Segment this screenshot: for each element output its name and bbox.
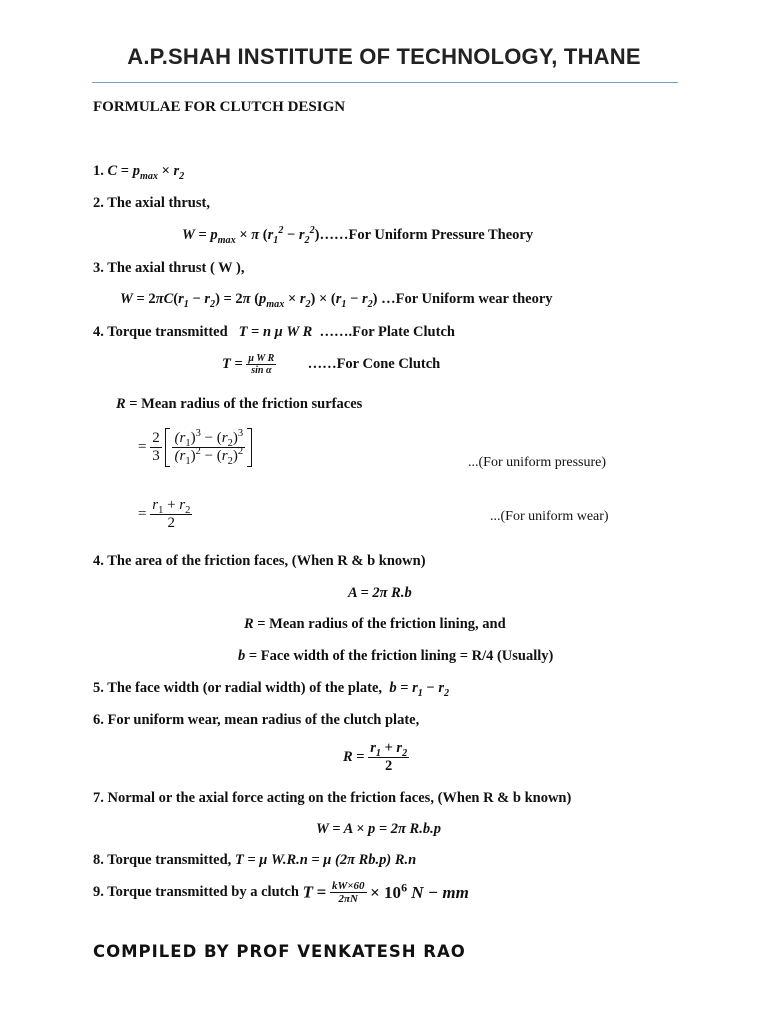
mean-radius-def: R = Mean radius of the friction surfaces	[116, 396, 363, 412]
formula-4: 4. Torque transmitted T = n μ W R …….For Plate Clutch	[93, 324, 455, 340]
r-definition-text: = Mean radius of the friction lining, and	[257, 616, 506, 632]
mean-radius-wear-formula: = $\frac{r_1 + r_2}{2}$	[138, 497, 191, 531]
formula-4-cone-note: ……For Cone Clutch	[307, 356, 441, 372]
uniform-pressure-note: ...(For uniform pressure)	[468, 455, 607, 470]
formula-2-label: 2. The axial thrust,	[93, 195, 210, 211]
document-title: FORMULAE FOR CLUTCH DESIGN	[93, 99, 346, 115]
formula-8-label: 8. Torque transmitted,	[93, 852, 232, 868]
formula-7-label: 7. Normal or the axial force acting on the friction faces, (When R & b known)	[93, 790, 572, 806]
institute-header: A.P.SHAH INSTITUTE OF TECHNOLOGY, THANE	[127, 44, 641, 69]
footer-credit: COMPILED BY PROF VENKATESH RAO	[93, 942, 466, 961]
r-definition: R = Mean radius of the friction lining, and	[244, 616, 506, 632]
header-divider	[92, 82, 678, 83]
formula-8-expression: T = μ W.R.n = μ (2π Rb.p) R.n	[234, 852, 417, 868]
formula-2-note: ……For Uniform Pressure Theory	[319, 227, 534, 243]
formula-3-note: …For Uniform wear theory	[381, 291, 553, 307]
mean-radius-pressure-formula: = $\frac{2}{3}$ $\frac{(r_1)^3 - (r_2)^3}{(r_1)^2 - (r_2)^2}$	[138, 428, 252, 467]
formula-3-label: 3. The axial thrust ( W ),	[93, 260, 245, 276]
formula-5: 5. The face width (or radial width) of the plate, $b = r_1 - r_2$	[93, 680, 450, 699]
area-formula: A = 2π R.b	[348, 585, 412, 601]
formula-6-label: 6. For uniform wear, mean radius of the clutch plate,	[93, 712, 420, 728]
formula-4-label: 4. Torque transmitted	[93, 324, 228, 340]
formula-4-cone: T = $\frac{\text{μ W R}}{\text{sin α}}$ ……For Cone Clutch	[222, 353, 441, 376]
uniform-wear-note: ...(For uniform wear)	[490, 509, 609, 524]
formula-5-label: 5. The face width (or radial width) of the plate,	[93, 680, 383, 696]
b-definition: b = Face width of the friction lining = R/4 (Usually)	[238, 648, 554, 664]
formula-9: 9. Torque transmitted by a clutch T = $\frac{kW\times 60}{2\pi N}$ × $10^6$ N − mm	[93, 879, 469, 905]
formula-7: W = A × p = 2π R.b.p	[316, 821, 441, 837]
formula-4-plate-note: …….For Plate Clutch	[319, 324, 455, 340]
formula-1-number: 1.	[93, 163, 104, 179]
formula-9-label: 9. Torque transmitted by a clutch	[93, 884, 299, 900]
formula-3: $W = 2\pi C(r_1 - r_2) = 2\pi$ $(p_{max} \times r_2) \times (r_1 - r_2)$ …For Uniform wear theory	[120, 291, 553, 310]
formula-8	[93, 852, 416, 869]
formula-1: 1. $C = p_{max} \times r_2$	[93, 163, 185, 182]
b-definition-text: = Face width of the friction lining = R/4 (Usually)	[248, 648, 554, 664]
formula-2: $W = p_{max} \times \pi$ ($r_1^2$ − $r_2^2)\dots\dots For$ Uniform Pressure Theory	[182, 225, 534, 246]
area-label: 4. The area of the friction faces, (When R & b known)	[93, 553, 426, 569]
formula-6: R = $\frac{r_1 + r_2}{2}$	[343, 740, 408, 774]
mean-radius-text: = Mean radius of the friction surfaces	[129, 396, 363, 412]
